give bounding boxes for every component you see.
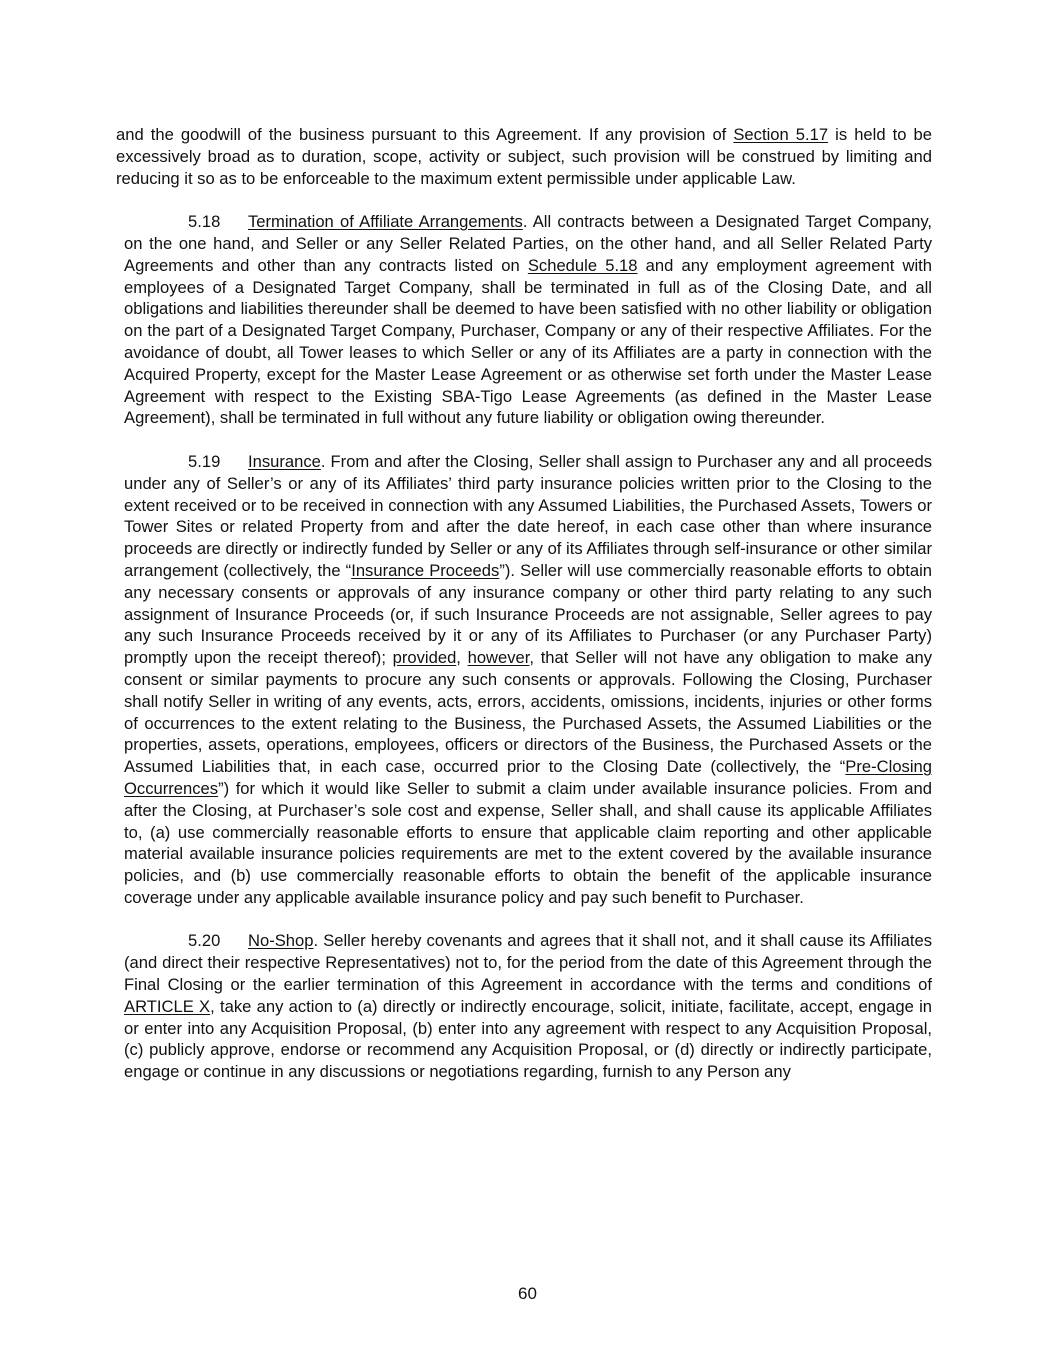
section-text-4: , that Seller will not have any obligation to make any consent or similar payments to procure any such consents or approvals. Following the Closing, Purchaser shall notify Seller in writing of any events, acts, errors, accidents, omissions, incidents, injuries or other forms of occurrences to the extent relating to the Business, the Purchased Assets, the Assumed Liabilities or the properties, assets, operations, employees, officers or directors of the Business, the Purchased Assets or the Assumed Liabilities that, in each case, occurred prior to the Closing Date (collectively, the “ — [124, 648, 933, 777]
term-however: however — [467, 648, 530, 668]
section-heading: Insurance — [248, 451, 321, 471]
section-text-1: . Seller hereby covenants and agrees that it shall not, and it shall cause its Affiliates (and direct their respective Representatives) not to, for the period from the date of this Agreement through the Final Closing or the earlier termination of this Agreement in accordance with the terms and conditions of — [124, 931, 932, 995]
section-text-2: and any employment agreement with employees of a Designated Target Company, shall be terminated in full as of the Closing Date, and all obligations and liabilities thereunder shall be deemed to have been satisfied with no other liability or obligation on the part of a Designated Target Company, Purchaser, Company or any of their respective Affiliates. For the avoidance of doubt, all Tower leases to which Seller or any of its Affiliates are a party in connection with the Acquired Property, except for the Master Lease Agreement or as otherwise set forth under the Master Lease Agreement with respect to the Existing SBA-Tigo Lease Agreements (as defined in the Master Lease Agreement), shall be terminated in full without any future liability or obligation owing thereunder. — [124, 255, 932, 428]
section-text-2: , take any action to (a) directly or indirectly encourage, solicit, initiate, facilitate, accept, engage in or enter into any Acquisition Proposal, (b) enter into any agreement with respect to any Acquisition Proposal, (c) publicly approve, endorse or recommend any Acquisition Proposal, or (d) directly or indirectly participate, engage or continue in any discussions or negotiations regarding, furnish to any Person any — [124, 996, 932, 1082]
section-5-17-reference: Section 5.17 — [733, 125, 829, 144]
section-number: 5.19 — [188, 451, 221, 471]
section-heading: Termination of Affiliate Arrangements — [248, 212, 523, 232]
section-text-5: ”) for which it would like Seller to submit a claim under available insurance policies. From and after the Closing, at Purchaser’s sole cost and expense, Seller shall, and shall cause its applicable Affiliates to, (a) use commercially reasonable efforts to ensure that applicable claim reporting and other applicable material available insurance policies requirements are met to the extent covered by the available insurance policies, and (b) use commercially reasonable efforts to obtain the benefit of the applicable insurance coverage under any applicable available insurance policy and pay such benefit to Purchaser. — [124, 778, 932, 907]
section-text-1: . From and after the Closing, Seller shall assign to Purchaser any and all proceeds under any of Seller’s or any of its Affiliates’ third party insurance policies written prior to the Closing to the extent received or to be received in connection with any Assumed Liabilities, the Purchased Assets, Towers or Tower Sites or related Property from and after the date hereof, in each case other than where insurance proceeds are directly or indirectly funded by Seller or any of its Affiliates through self-insurance or other similar arrangement (collectively, the “ — [124, 451, 932, 580]
term-provided: provided — [392, 648, 457, 668]
defined-term-insurance-proceeds: Insurance Proceeds — [351, 560, 500, 580]
carryover-text-2: is held to be excessively broad as to duration, scope, activity or subject, such provision will be construed by limiting and reducing it so as to be enforceable to the maximum extent permissible under applicable Law. — [116, 125, 932, 188]
section-5-18-paragraph — [116, 211, 932, 429]
page-number: 60 — [518, 1284, 537, 1303]
carryover-text-1: and the goodwill of the business pursuant to this Agreement. If any provision of — [116, 125, 734, 144]
section-text-2: ”). Seller will use commercially reasonable efforts to obtain any necessary consents or approvals of any insurance company or other third party relating to any such assignment of Insurance Proceeds (or, if such Insurance Proceeds are not assignable, Seller agrees to pay any such Insurance Proceeds received by it or any of its Affiliates to Purchaser (or any Purchaser Party) promptly upon the receipt thereof); — [124, 560, 932, 668]
section-number: 5.18 — [188, 212, 221, 232]
schedule-5-18-reference: Schedule 5.18 — [527, 255, 638, 275]
page-body — [116, 124, 932, 1105]
section-5-20-paragraph — [116, 930, 932, 1083]
defined-term-pre-closing-occurrences: Pre-Closing Occurrences — [124, 757, 932, 798]
section-heading: No-Shop — [248, 931, 314, 951]
section-number: 5.20 — [188, 931, 221, 951]
article-x-reference: ARTICLE X — [124, 996, 211, 1016]
section-5-19-paragraph — [116, 451, 932, 909]
carryover-paragraph — [116, 124, 932, 189]
section-text-1: . All contracts between a Designated Target Company, on the one hand, and Seller or any Seller Related Parties, on the other hand, and all Seller Related Party Agreements and other than any contracts listed on — [124, 212, 932, 275]
section-text-3: , — [456, 648, 468, 668]
